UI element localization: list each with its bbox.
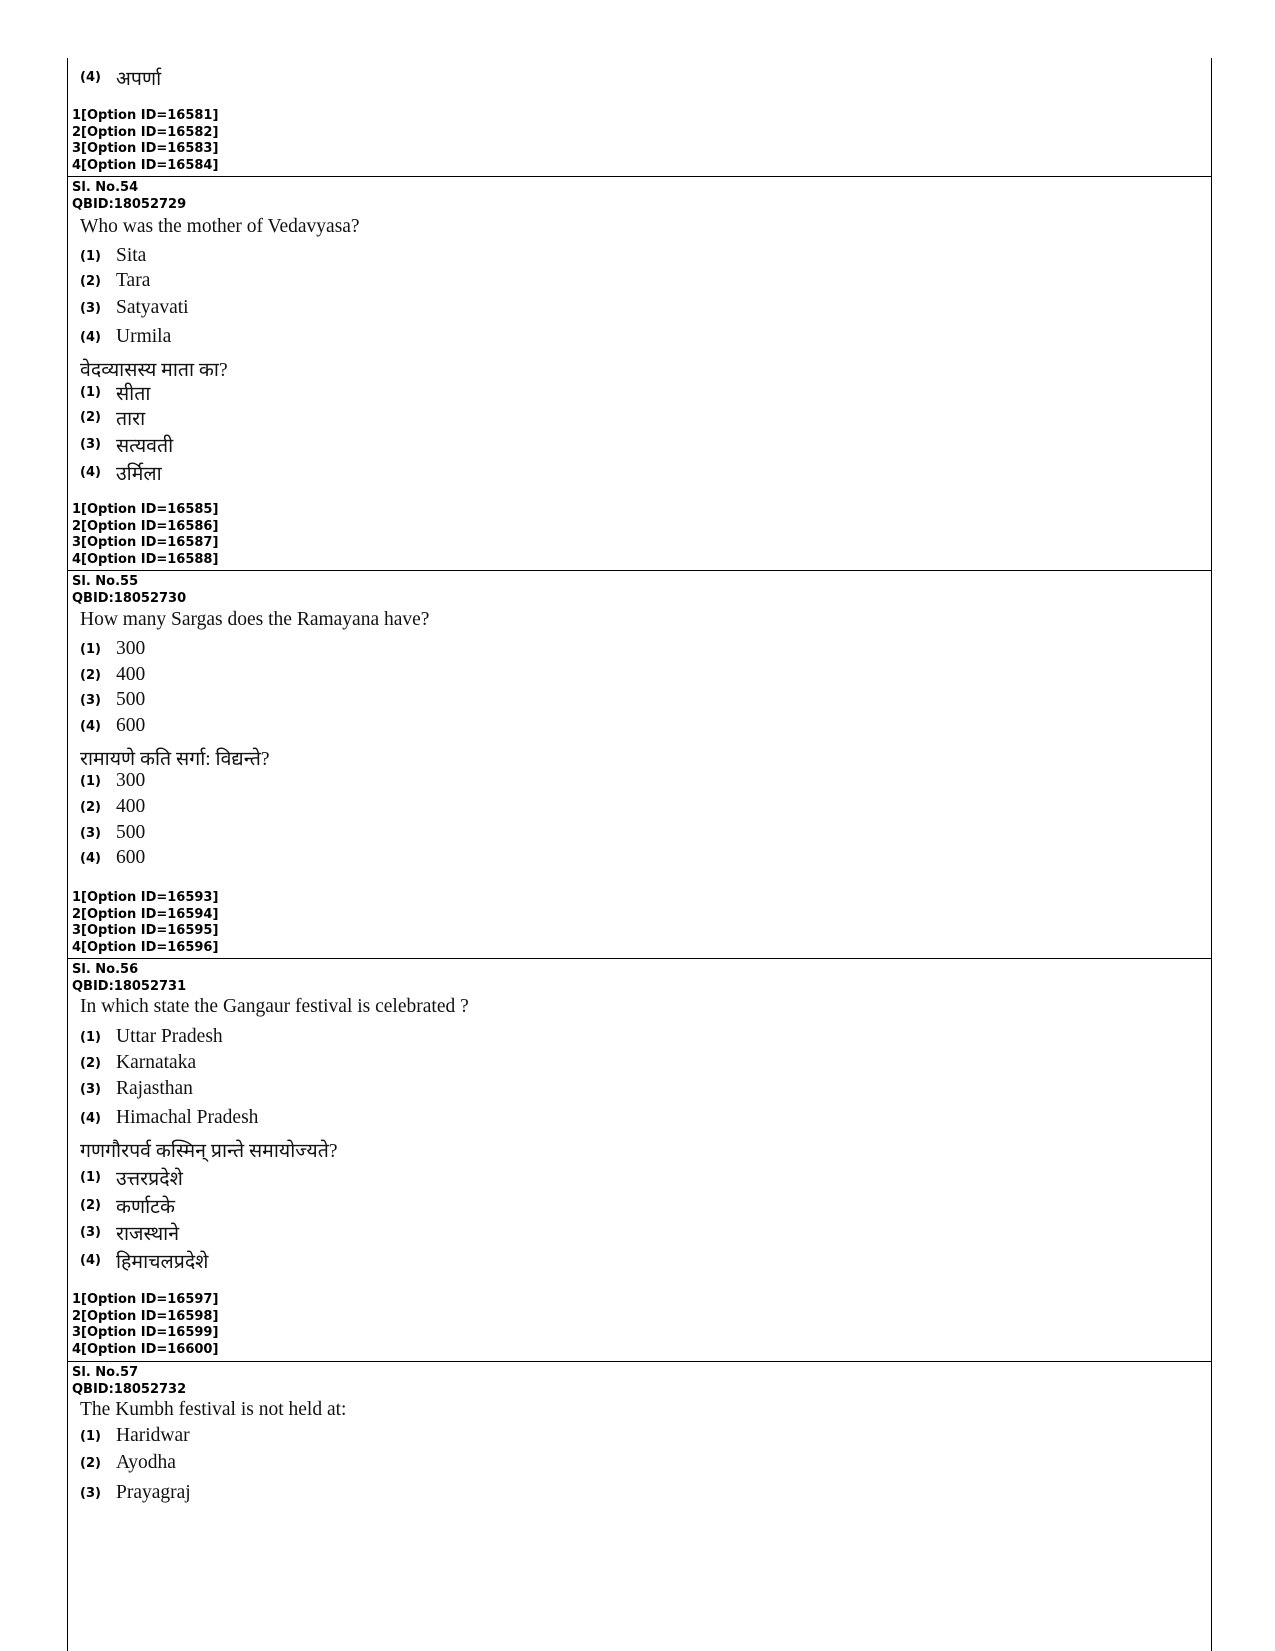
option-row	[80, 820, 145, 846]
option-text: उर्मिला	[116, 463, 162, 485]
option-id: 3[Option ID=16583]	[72, 141, 219, 156]
option-row	[80, 243, 146, 269]
option-row	[80, 1480, 191, 1506]
option-row	[80, 431, 173, 457]
option-text: 600	[116, 847, 146, 868]
serial-number: Sl. No.57	[72, 1365, 139, 1380]
option-number: (3)	[80, 1081, 101, 1097]
option-id: 2[Option ID=16598]	[72, 1308, 219, 1324]
option-row	[80, 845, 145, 871]
option-row	[80, 687, 145, 713]
option-id: 2[Option ID=16586]	[72, 518, 219, 534]
option-text: Urmila	[116, 326, 172, 347]
option-id: 1[Option ID=16593]	[72, 890, 219, 905]
question-meta	[72, 180, 186, 213]
option-id-list	[72, 1292, 218, 1358]
option-number: (1)	[80, 1169, 101, 1185]
option-number: (1)	[80, 248, 101, 264]
option-number: (3)	[80, 1224, 101, 1240]
question-meta	[72, 1365, 186, 1398]
option-row	[80, 1050, 196, 1076]
option-row	[80, 459, 162, 485]
option-number: (4)	[80, 718, 101, 734]
question-text-sanskrit: रामायणे कति सर्गा: विद्यन्ते?	[80, 749, 270, 770]
option-row	[80, 1192, 175, 1218]
option-id: 1[Option ID=16581]	[72, 108, 219, 123]
option-number: (3)	[80, 825, 101, 841]
option-text: तारा	[116, 408, 146, 430]
option-text: सीता	[116, 383, 151, 405]
question-paper-frame	[67, 58, 1212, 1651]
option-id: 3[Option ID=16599]	[72, 1325, 219, 1340]
option-row	[80, 64, 161, 90]
option-id: 4[Option ID=16596]	[72, 939, 219, 955]
question-meta	[72, 574, 186, 607]
option-text: Prayagraj	[116, 1482, 191, 1503]
option-number: (2)	[80, 667, 101, 683]
option-row	[80, 794, 145, 820]
option-row	[80, 268, 150, 294]
option-number: (1)	[80, 1029, 101, 1045]
option-number: (4)	[80, 1252, 101, 1268]
option-text: कर्णाटके	[116, 1196, 175, 1218]
serial-number: Sl. No.56	[72, 962, 139, 977]
option-text: Tara	[116, 270, 151, 291]
option-row	[80, 1247, 208, 1273]
option-text: 400	[116, 796, 146, 817]
option-text: उत्तरप्रदेशे	[116, 1168, 183, 1190]
option-id: 3[Option ID=16595]	[72, 923, 219, 938]
option-row	[80, 1450, 176, 1476]
option-text: 500	[116, 822, 146, 843]
option-id-list	[72, 890, 218, 956]
option-row	[80, 1024, 223, 1050]
option-id: 2[Option ID=16594]	[72, 906, 219, 922]
option-number: (1)	[80, 384, 101, 400]
option-id: 4[Option ID=16584]	[72, 157, 219, 173]
option-id: 2[Option ID=16582]	[72, 124, 219, 140]
option-text: Haridwar	[116, 1425, 190, 1446]
option-row	[80, 1164, 183, 1190]
option-text: Karnataka	[116, 1052, 197, 1073]
qbid: QBID:18052729	[72, 196, 187, 212]
option-text: Himachal Pradesh	[116, 1107, 259, 1128]
option-number: (2)	[80, 1197, 101, 1213]
option-number: (3)	[80, 692, 101, 708]
option-row	[80, 768, 145, 794]
option-row	[80, 1105, 258, 1131]
option-number: (2)	[80, 1455, 101, 1471]
question-meta	[72, 962, 186, 995]
question-text-english: How many Sargas does the Ramayana have?	[80, 609, 430, 630]
option-text: Sita	[116, 245, 147, 266]
option-text: 300	[116, 638, 146, 659]
option-number: (3)	[80, 300, 101, 316]
option-row	[80, 713, 145, 739]
option-row	[80, 636, 145, 662]
option-number: (2)	[80, 799, 101, 815]
option-text: अपर्णा	[116, 68, 162, 90]
option-number: (4)	[80, 850, 101, 866]
option-number: (3)	[80, 436, 101, 452]
option-id: 4[Option ID=16588]	[72, 551, 219, 567]
qbid: QBID:18052730	[72, 590, 187, 606]
option-text: 300	[116, 770, 146, 791]
option-row	[80, 295, 189, 321]
option-number: (2)	[80, 409, 101, 425]
serial-number: Sl. No.55	[72, 574, 139, 589]
option-text: 600	[116, 715, 146, 736]
option-number: (4)	[80, 1110, 101, 1126]
qbid: QBID:18052731	[72, 978, 187, 994]
option-text: Satyavati	[116, 297, 189, 318]
option-text: राजस्थाने	[116, 1223, 180, 1245]
option-text: सत्यवती	[116, 435, 174, 457]
option-row	[80, 379, 150, 405]
option-number: (4)	[80, 329, 101, 345]
option-id: 1[Option ID=16597]	[72, 1292, 219, 1307]
option-number: (2)	[80, 273, 101, 289]
option-number: (3)	[80, 1485, 101, 1501]
question-text-english: Who was the mother of Vedavyasa?	[80, 216, 360, 237]
option-number: (1)	[80, 773, 101, 789]
option-text: 500	[116, 689, 146, 710]
serial-number: Sl. No.54	[72, 180, 139, 195]
question-divider	[68, 176, 1211, 177]
option-number: (4)	[80, 69, 101, 85]
option-number: (2)	[80, 1055, 101, 1071]
option-row	[80, 324, 171, 350]
question-text-sanskrit: वेदव्यासस्य माता का?	[80, 360, 228, 381]
option-row	[80, 1219, 179, 1245]
option-id: 1[Option ID=16585]	[72, 502, 219, 517]
option-id: 3[Option ID=16587]	[72, 535, 219, 550]
question-divider	[68, 958, 1211, 959]
option-id-list	[72, 502, 218, 568]
option-text: हिमाचलप्रदेशे	[116, 1251, 209, 1273]
option-text: Rajasthan	[116, 1078, 193, 1099]
option-text: 400	[116, 664, 146, 685]
option-number: (1)	[80, 641, 101, 657]
option-number: (4)	[80, 464, 101, 480]
question-text-sanskrit: गणगौरपर्व कस्मिन् प्रान्ते समायोज्यते?	[80, 1141, 338, 1162]
option-row	[80, 662, 145, 688]
option-row	[80, 404, 145, 430]
question-text-english: The Kumbh festival is not held at:	[80, 1399, 347, 1420]
qbid: QBID:18052732	[72, 1381, 187, 1397]
option-number: (1)	[80, 1428, 101, 1444]
option-text: Uttar Pradesh	[116, 1026, 223, 1047]
option-row	[80, 1076, 193, 1102]
question-divider	[68, 1361, 1211, 1362]
option-row	[80, 1423, 190, 1449]
option-id: 4[Option ID=16600]	[72, 1341, 219, 1357]
question-divider	[68, 570, 1211, 571]
option-id-list	[72, 108, 218, 174]
option-text: Ayodha	[116, 1452, 176, 1473]
question-text-english: In which state the Gangaur festival is celebrated ?	[80, 996, 469, 1017]
